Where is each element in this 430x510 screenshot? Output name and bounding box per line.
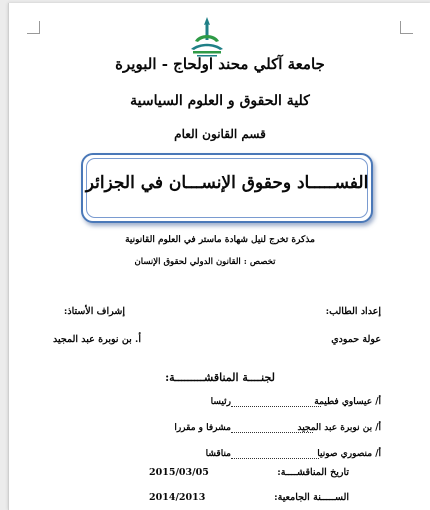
- student-label: إعداد الطالب:: [325, 306, 381, 317]
- crop-mark-top-right: [400, 21, 413, 34]
- committee-member-row: [9, 423, 430, 437]
- defense-date-row: [149, 467, 349, 481]
- degree-statement: مذكرة تخرج لنيل شهادة ماستر في العلوم القانونية: [125, 235, 315, 245]
- thesis-title: الفســـــاد وحقوق الإنســـان في الجزائر: [85, 173, 369, 193]
- dotted-leader: [231, 458, 319, 459]
- supervisor-name: أ. بن نوبرة عبد المجيد: [52, 334, 141, 345]
- dotted-leader: [231, 406, 321, 407]
- academic-year-row: [149, 492, 349, 506]
- document-page: [8, 3, 430, 510]
- department-name: قسم القانون العام: [174, 127, 266, 141]
- defense-date-label: تاريخ المناقشــــة:: [277, 467, 349, 478]
- university-logo-icon: [187, 15, 227, 59]
- faculty-name: كلية الحقوق و العلوم السياسية: [130, 93, 310, 109]
- member-name: أ/ منصوري صونيا: [317, 449, 381, 459]
- committee-member-row: [9, 397, 430, 411]
- member-name: أ/ بن نوبرة عبد المجيد: [297, 423, 381, 433]
- supervisor-label: إشراف الأستاذ:: [63, 306, 125, 317]
- member-name: أ/ عيساوي فطيمة: [314, 397, 381, 407]
- member-role: مناقشا: [205, 449, 231, 459]
- member-role: مشرفا و مقررا: [174, 423, 231, 433]
- student-name: عولة حمودي: [331, 334, 381, 345]
- academic-year-label: الســـــنة الجامعية:: [274, 492, 349, 503]
- committee-heading: لجنــــة المناقشـــــــــة:: [165, 371, 275, 384]
- member-role: رئيسا: [210, 397, 231, 407]
- defense-date-value: 2015/03/05: [149, 467, 209, 478]
- crop-mark-top-left: [27, 21, 40, 34]
- dotted-leader: [231, 432, 313, 433]
- specialty-line: تخصص : القانون الدولي لحقوق الإنسان: [134, 257, 276, 267]
- university-name: جامعة آكلي محند اولحاج - البويرة: [115, 55, 325, 73]
- committee-member-row: [9, 449, 430, 463]
- title-frame: [81, 153, 373, 223]
- academic-year-value: 2014/2013: [149, 492, 206, 503]
